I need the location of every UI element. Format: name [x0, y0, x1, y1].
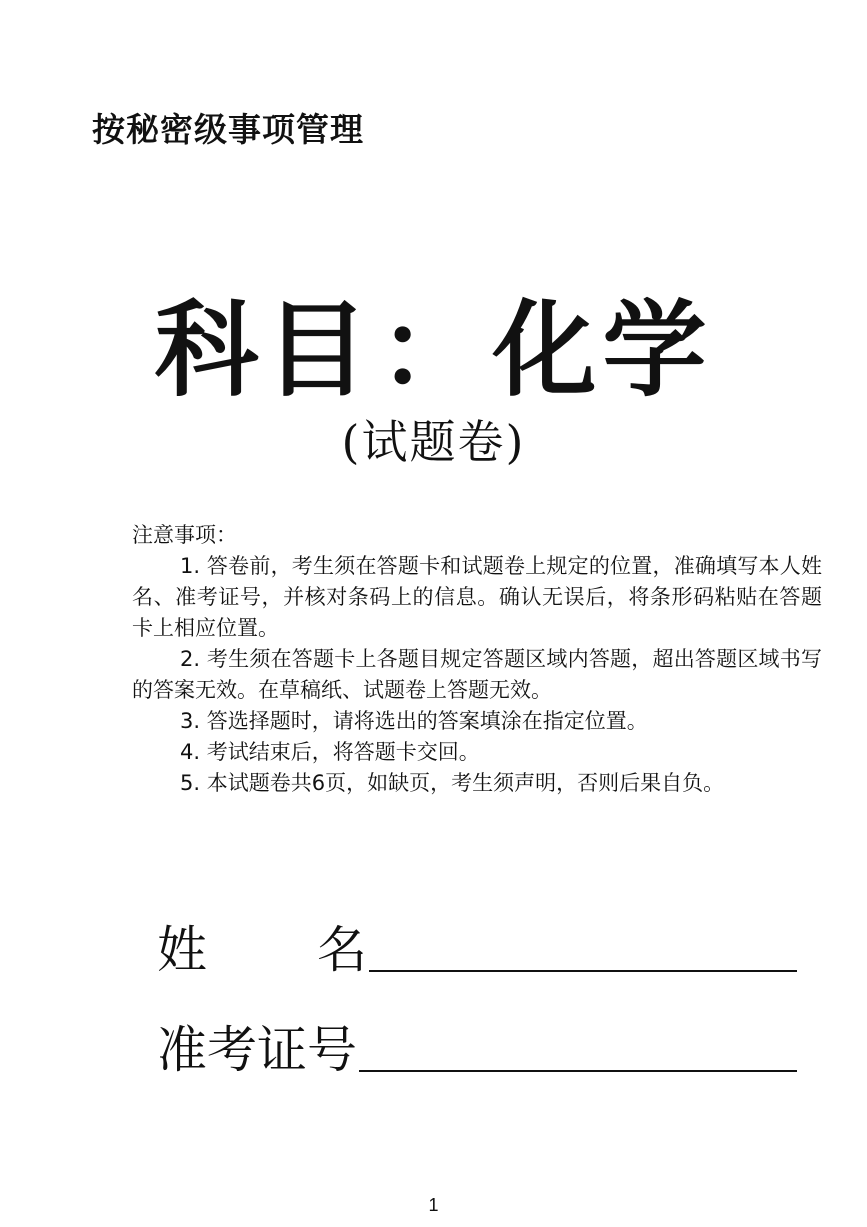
notice-item-3: 3. 答选择题时，请将选出的答案填涂在指定位置。: [180, 709, 648, 733]
exam-number-field-line[interactable]: [359, 1070, 797, 1072]
exam-number-field-label: 准考证号: [157, 1021, 357, 1079]
notice-item-2: 2. 考生须在答题卡上各题目规定答题区域内答题，超出答题区域书写的答案无效。在草稿纸、试题卷上答题无效。: [132, 647, 822, 702]
notice-section: [132, 520, 822, 799]
classification-label: 按秘密级事项管理: [92, 110, 364, 149]
subject-colon: ：: [378, 288, 489, 411]
notice-item-1: 1. 答卷前，考生须在答题卡和试题卷上规定的位置，准确填写本人姓名、准考证号，并核对条码上的信息。确认无误后，将条形码粘贴在答题卡上相应位置。: [132, 554, 822, 640]
name-label-char-2: 名: [317, 921, 367, 979]
exam-number-field-row: [157, 1010, 797, 1080]
notice-item-4: 4. 考试结束后，将答题卡交回。: [180, 740, 480, 764]
name-field-line[interactable]: [369, 970, 797, 972]
notice-item-5: 5. 本试题卷共6页，如缺页，考生须声明，否则后果自负。: [180, 771, 725, 795]
page-number: 1: [428, 1195, 439, 1215]
subject-heading: [0, 285, 867, 415]
name-field-label: [157, 920, 367, 980]
name-field-row: [157, 910, 797, 980]
paper-type-label: (试题卷): [341, 415, 526, 469]
subject-label: 科目: [154, 288, 375, 411]
notice-title: 注意事项：: [132, 523, 237, 547]
name-label-char-1: 姓: [157, 921, 207, 979]
subject-name: 化学: [492, 288, 713, 411]
